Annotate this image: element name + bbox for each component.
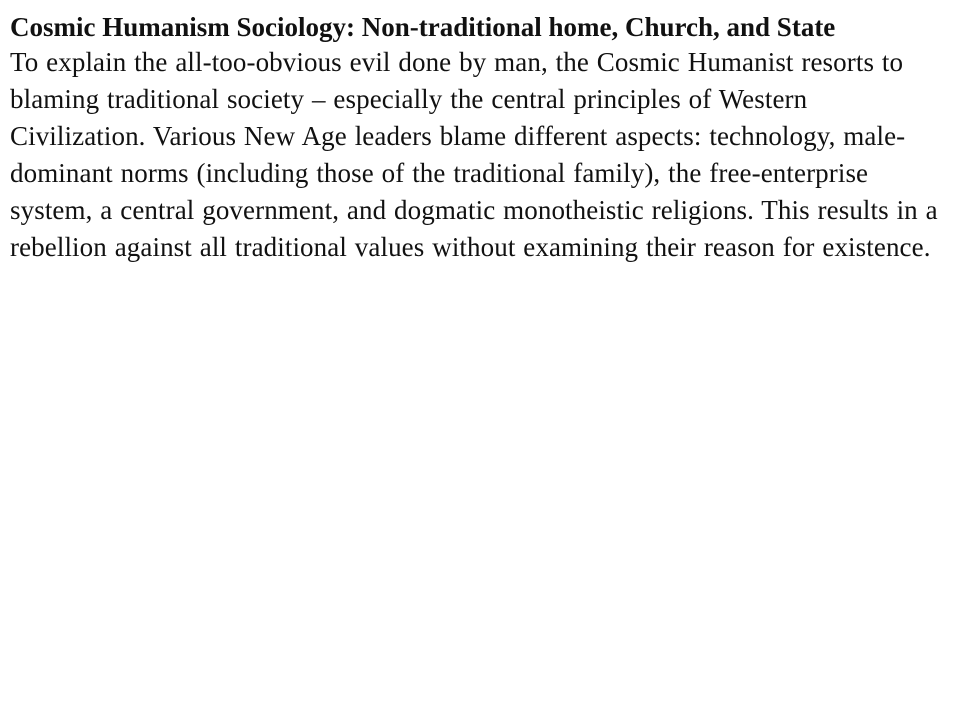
slide-body-paragraph: To explain the all-too-obvious evil done by man, the Cosmic Humanist resorts to blaming traditional society – especially the central principles of Western Civilization. Various New Age leaders blame different aspects: technology, male-dominant norms (including those of the traditional family), the free-enterprise system, a central government, and dogmatic monotheistic religions. This results in a rebellion against all traditional values without examining their reason for existence. [10, 47, 938, 262]
slide-content [10, 10, 940, 266]
slide-title: Cosmic Humanism Sociology: Non-traditional home, Church, and State [10, 12, 836, 42]
